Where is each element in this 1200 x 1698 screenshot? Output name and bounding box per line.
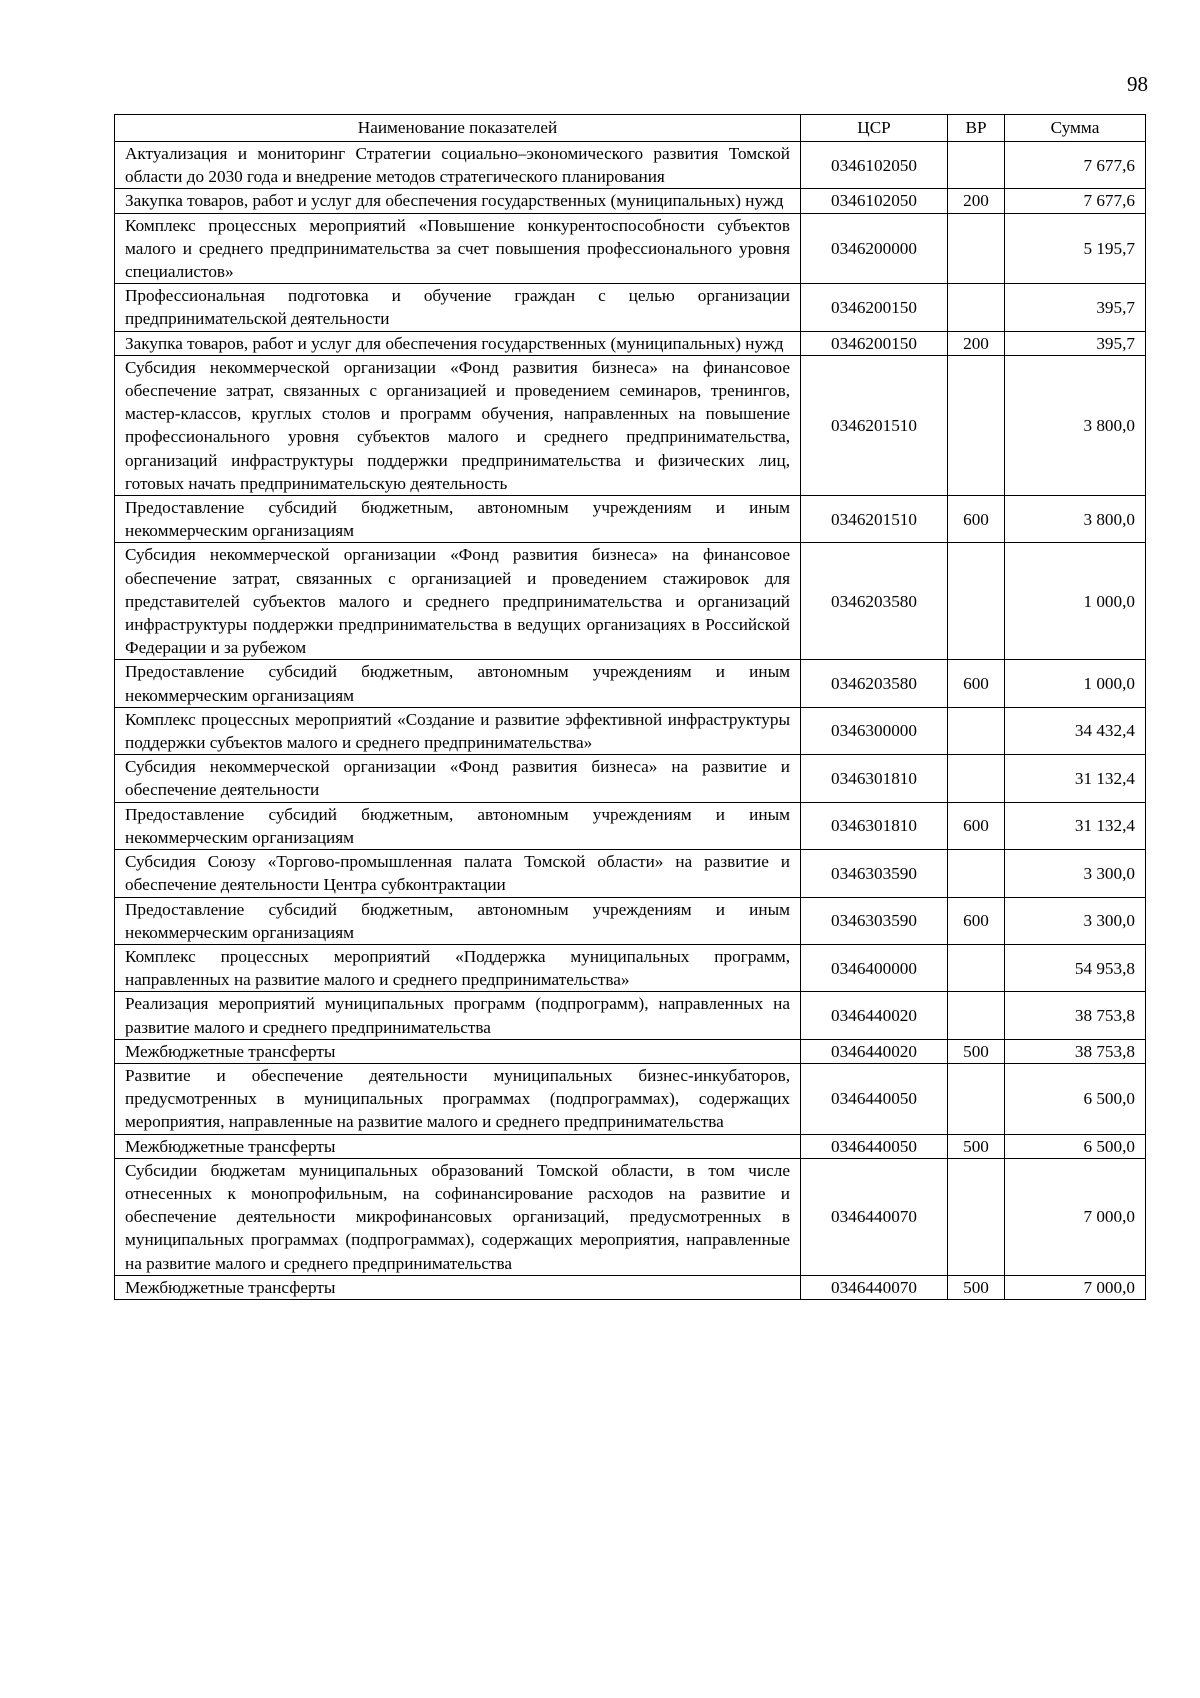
cell-sum: 7 677,6 — [1005, 142, 1146, 189]
cell-name: Межбюджетные трансферты — [115, 1275, 801, 1299]
cell-name: Закупка товаров, работ и услуг для обеспечения государственных (муниципальных) нужд — [115, 331, 801, 355]
cell-name: Предоставление субсидий бюджетным, автономным учреждениям и иным некоммерческим организациям — [115, 660, 801, 707]
cell-csr: 0346203580 — [801, 660, 948, 707]
cell-vr: 500 — [948, 1275, 1005, 1299]
cell-csr: 0346301810 — [801, 755, 948, 802]
cell-csr: 0346440070 — [801, 1275, 948, 1299]
cell-vr — [948, 1158, 1005, 1275]
cell-csr: 0346201510 — [801, 496, 948, 543]
table-row — [115, 1039, 1146, 1063]
header-name: Наименование показателей — [115, 115, 801, 142]
cell-vr — [948, 755, 1005, 802]
cell-csr: 0346303590 — [801, 897, 948, 944]
cell-name: Развитие и обеспечение деятельности муниципальных бизнес-инкубаторов, предусмотренных в муниципальных программах (подпрограммах), содержащих мероприятия, направленные на развитие малого и среднего предпринимательства — [115, 1063, 801, 1134]
table-row — [115, 850, 1146, 897]
cell-sum: 6 500,0 — [1005, 1134, 1146, 1158]
table-row — [115, 802, 1146, 849]
cell-name: Субсидия некоммерческой организации «Фонд развития бизнеса» на развитие и обеспечение деятельности — [115, 755, 801, 802]
cell-name: Межбюджетные трансферты — [115, 1039, 801, 1063]
cell-name: Актуализация и мониторинг Стратегии социально–экономического развития Томской области до 2030 года и внедрение методов стратегического планирования — [115, 142, 801, 189]
cell-vr: 500 — [948, 1134, 1005, 1158]
table-row — [115, 1275, 1146, 1299]
cell-csr: 0346200150 — [801, 284, 948, 331]
budget-table — [114, 114, 1146, 1300]
cell-name: Комплекс процессных мероприятий «Повышение конкурентоспособности субъектов малого и среднего предпринимательства за счет повышения профессионального уровня специалистов» — [115, 213, 801, 284]
cell-name: Комплекс процессных мероприятий «Создание и развитие эффективной инфраструктуры поддержки субъектов малого и среднего предпринимательства» — [115, 707, 801, 754]
cell-sum: 6 500,0 — [1005, 1063, 1146, 1134]
table-header-row — [115, 115, 1146, 142]
cell-sum: 1 000,0 — [1005, 660, 1146, 707]
header-csr: ЦСР — [801, 115, 948, 142]
cell-sum: 34 432,4 — [1005, 707, 1146, 754]
table-row — [115, 331, 1146, 355]
cell-csr: 0346300000 — [801, 707, 948, 754]
table-row — [115, 660, 1146, 707]
cell-name: Субсидия Союзу «Торгово-промышленная палата Томской области» на развитие и обеспечение деятельности Центра субконтрактации — [115, 850, 801, 897]
table-row — [115, 213, 1146, 284]
cell-name: Субсидия некоммерческой организации «Фонд развития бизнеса» на финансовое обеспечение затрат, связанных с организацией и проведением стажировок для представителей субъектов малого и среднего предпринимательства и организаций инфраструктуры поддержки предпринимательства в ведущих организациях в Российской Федерации и за рубежом — [115, 543, 801, 660]
cell-name: Реализация мероприятий муниципальных программ (подпрограмм), направленных на развитие малого и среднего предпринимательства — [115, 992, 801, 1039]
cell-name: Субсидии бюджетам муниципальных образований Томской области, в том числе отнесенных к монопрофильным, на софинансирование расходов на развитие и обеспечение деятельности микрофинансовых организаций, предусмотренных в муниципальных программах (подпрограммах), содержащих мероприятия, направленные на развитие малого и среднего предпринимательства — [115, 1158, 801, 1275]
cell-sum: 38 753,8 — [1005, 992, 1146, 1039]
cell-vr — [948, 1063, 1005, 1134]
cell-vr — [948, 992, 1005, 1039]
cell-sum: 3 300,0 — [1005, 897, 1146, 944]
page-number: 98 — [1127, 72, 1148, 96]
table-row — [115, 496, 1146, 543]
cell-sum: 395,7 — [1005, 284, 1146, 331]
table-row — [115, 1063, 1146, 1134]
cell-csr: 0346102050 — [801, 142, 948, 189]
cell-vr: 600 — [948, 660, 1005, 707]
header-vr: ВР — [948, 115, 1005, 142]
cell-sum: 395,7 — [1005, 331, 1146, 355]
cell-vr — [948, 707, 1005, 754]
cell-csr: 0346440020 — [801, 1039, 948, 1063]
cell-vr — [948, 355, 1005, 495]
cell-vr: 500 — [948, 1039, 1005, 1063]
header-sum: Сумма — [1005, 115, 1146, 142]
cell-csr: 0346440050 — [801, 1063, 948, 1134]
cell-sum: 7 000,0 — [1005, 1158, 1146, 1275]
cell-sum: 1 000,0 — [1005, 543, 1146, 660]
cell-name: Профессиональная подготовка и обучение граждан с целью организации предпринимательской деятельности — [115, 284, 801, 331]
cell-vr — [948, 284, 1005, 331]
cell-sum: 54 953,8 — [1005, 944, 1146, 991]
cell-csr: 0346440050 — [801, 1134, 948, 1158]
cell-csr: 0346203580 — [801, 543, 948, 660]
cell-sum: 3 300,0 — [1005, 850, 1146, 897]
cell-csr: 0346301810 — [801, 802, 948, 849]
cell-sum: 3 800,0 — [1005, 355, 1146, 495]
cell-csr: 0346200150 — [801, 331, 948, 355]
cell-name: Предоставление субсидий бюджетным, автономным учреждениям и иным некоммерческим организациям — [115, 897, 801, 944]
table-row — [115, 284, 1146, 331]
cell-name: Межбюджетные трансферты — [115, 1134, 801, 1158]
cell-vr: 200 — [948, 189, 1005, 213]
cell-vr — [948, 850, 1005, 897]
cell-csr: 0346201510 — [801, 355, 948, 495]
cell-csr: 0346102050 — [801, 189, 948, 213]
table-row — [115, 1134, 1146, 1158]
cell-name: Субсидия некоммерческой организации «Фонд развития бизнеса» на финансовое обеспечение затрат, связанных с организацией и проведением семинаров, тренингов, мастер-классов, круглых столов и программ обучения, направленных на повышение профессионального уровня субъектов малого и среднего предпринимательства, организаций инфраструктуры поддержки предпринимательства и физических лиц, готовых начать предпринимательскую деятельность — [115, 355, 801, 495]
cell-sum: 7 677,6 — [1005, 189, 1146, 213]
cell-sum: 38 753,8 — [1005, 1039, 1146, 1063]
cell-csr: 0346200000 — [801, 213, 948, 284]
table-row — [115, 1158, 1146, 1275]
cell-vr — [948, 213, 1005, 284]
table-row — [115, 897, 1146, 944]
cell-csr: 0346440070 — [801, 1158, 948, 1275]
cell-sum: 31 132,4 — [1005, 755, 1146, 802]
table-row — [115, 944, 1146, 991]
cell-vr — [948, 944, 1005, 991]
cell-vr: 600 — [948, 897, 1005, 944]
table-row — [115, 142, 1146, 189]
cell-sum: 5 195,7 — [1005, 213, 1146, 284]
table-row — [115, 755, 1146, 802]
table-body — [115, 142, 1146, 1300]
table-row — [115, 992, 1146, 1039]
cell-vr: 600 — [948, 802, 1005, 849]
cell-csr: 0346440020 — [801, 992, 948, 1039]
cell-csr: 0346303590 — [801, 850, 948, 897]
cell-vr — [948, 543, 1005, 660]
cell-sum: 3 800,0 — [1005, 496, 1146, 543]
table-row — [115, 543, 1146, 660]
cell-vr — [948, 142, 1005, 189]
table-row — [115, 355, 1146, 495]
cell-sum: 31 132,4 — [1005, 802, 1146, 849]
cell-name: Комплекс процессных мероприятий «Поддержка муниципальных программ, направленных на развитие малого и среднего предпринимательства» — [115, 944, 801, 991]
cell-vr: 600 — [948, 496, 1005, 543]
table-row — [115, 707, 1146, 754]
cell-name: Предоставление субсидий бюджетным, автономным учреждениям и иным некоммерческим организациям — [115, 496, 801, 543]
cell-name: Предоставление субсидий бюджетным, автономным учреждениям и иным некоммерческим организациям — [115, 802, 801, 849]
cell-csr: 0346400000 — [801, 944, 948, 991]
cell-name: Закупка товаров, работ и услуг для обеспечения государственных (муниципальных) нужд — [115, 189, 801, 213]
cell-vr: 200 — [948, 331, 1005, 355]
table-row — [115, 189, 1146, 213]
cell-sum: 7 000,0 — [1005, 1275, 1146, 1299]
